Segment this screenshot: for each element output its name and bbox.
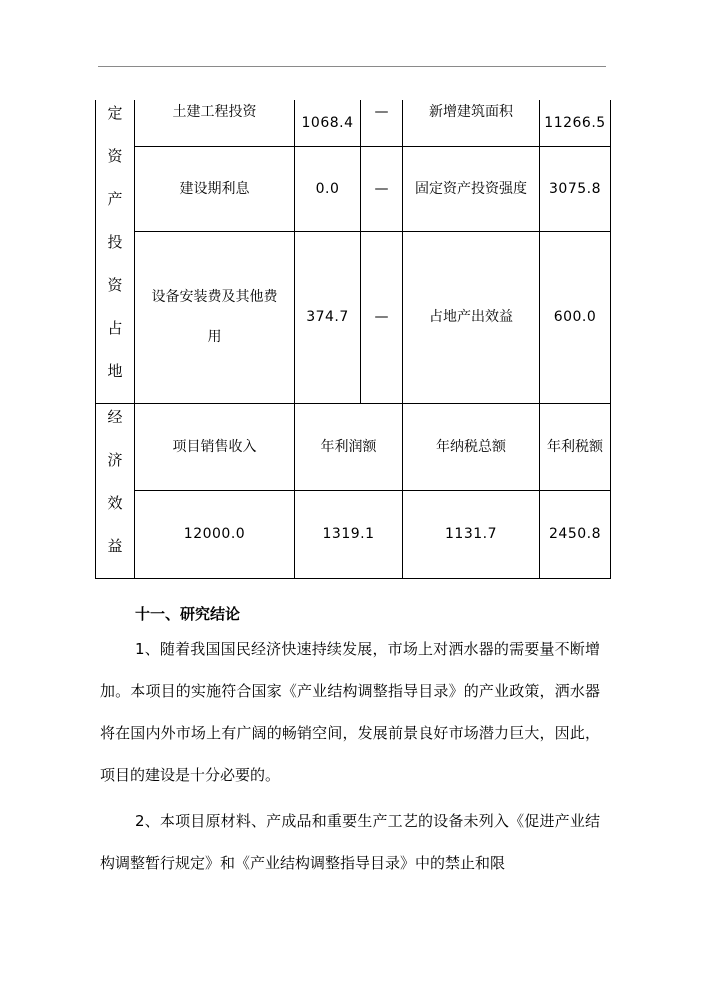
table-row bbox=[96, 404, 611, 491]
table-cell: 0.0 bbox=[295, 146, 361, 231]
table-cell: — bbox=[361, 146, 403, 231]
paragraph: 1、随着我国国民经济快速持续发展，市场上对洒水器的需要量不断增加。本项目的实施符合国家《产业结构调整指导目录》的产业政策，洒水器将在国内外市场上有广阔的畅销空间，发展前景良好市场潜力巨大，因此，项目的建设是十分必要的。 bbox=[100, 640, 600, 784]
table-cell: 2450.8 bbox=[540, 490, 611, 578]
table-header-cell: 年利润额 bbox=[295, 404, 403, 491]
table-cell: 土建工程投资 bbox=[135, 100, 295, 146]
table-cell: 1068.4 bbox=[295, 100, 361, 146]
paragraph: 2、本项目原材料、产成品和重要生产工艺的设备未列入《促进产业结构调整暂行规定》和《产业结构调整指导目录》中的禁止和限 bbox=[100, 812, 600, 872]
table-header-cell: 项目销售收入 bbox=[135, 404, 295, 491]
table-cell: 11266.5 bbox=[540, 100, 611, 146]
investment-group-label: 定 资 产 投 资 占 地 bbox=[96, 100, 135, 404]
table-cell: 建设期利息 bbox=[135, 146, 295, 231]
table-row bbox=[96, 231, 611, 403]
summary-table bbox=[95, 100, 611, 579]
header-rule bbox=[98, 66, 606, 67]
table-cell: 12000.0 bbox=[135, 490, 295, 578]
table-cell: 3075.8 bbox=[540, 146, 611, 231]
table-cell: 1319.1 bbox=[295, 490, 403, 578]
table-cell: 1131.7 bbox=[403, 490, 540, 578]
table-row bbox=[96, 490, 611, 578]
economic-group-label: 经 济 效 益 bbox=[96, 404, 135, 579]
table-cell: — bbox=[361, 231, 403, 403]
table-cell: 600.0 bbox=[540, 231, 611, 403]
table-cell: 新增建筑面积 bbox=[403, 100, 540, 146]
table-cell: 374.7 bbox=[295, 231, 361, 403]
table-row bbox=[96, 100, 611, 146]
table-header-cell: 年利税额 bbox=[540, 404, 611, 491]
section-title: 十一、研究结论 bbox=[135, 605, 241, 623]
table-cell: 固定资产投资强度 bbox=[403, 146, 540, 231]
table-cell: — bbox=[361, 100, 403, 146]
table-header-cell: 年纳税总额 bbox=[403, 404, 540, 491]
table-cell: 占地产出效益 bbox=[403, 231, 540, 403]
table-row bbox=[96, 146, 611, 231]
table-cell: 设备安装费及其他费用 bbox=[135, 231, 295, 403]
